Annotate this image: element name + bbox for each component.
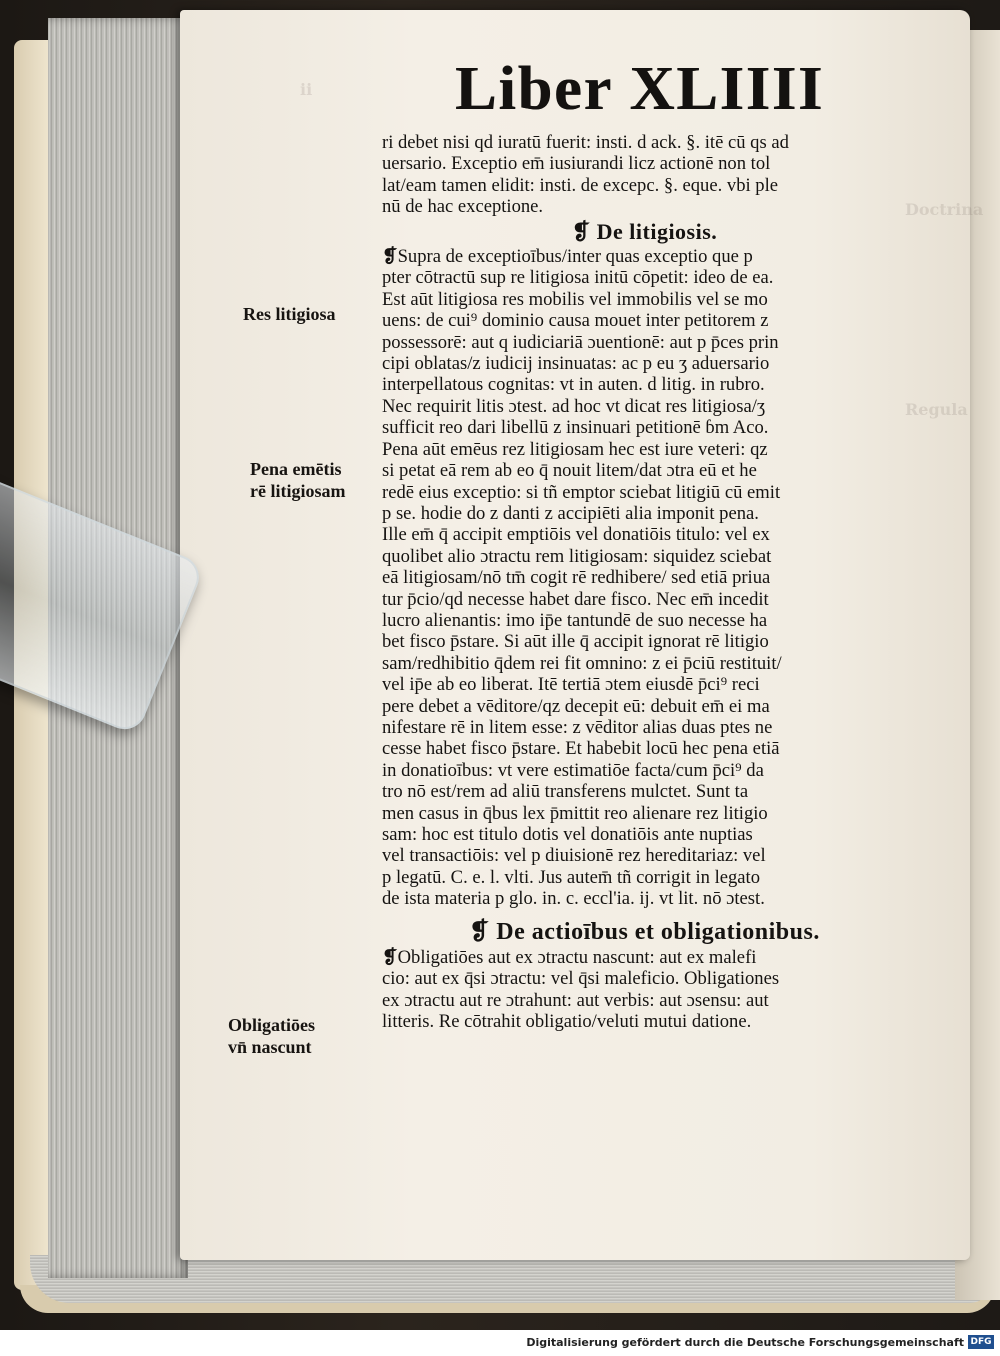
- text-line: lat/eam tamen elidit: insti. de excepc. §. eque. vbi ple: [382, 174, 779, 196]
- text-line: uens: de cui⁹ dominio causa mouet inter petitorem z: [382, 310, 769, 332]
- text-line: [382, 947, 907, 968]
- margin-note-obligationes-1: Obligatiōes: [228, 1015, 316, 1035]
- text-line: pere debet a vēditore/qz decepit eū: debuit em̄ ei ma: [382, 695, 770, 717]
- margin-note-pena-1: Pena emētis: [250, 459, 342, 479]
- text-line: men casus in q̄bus lex p̄mittit reo alienare rez litigio: [382, 802, 768, 824]
- bleed-through-text: ii: [300, 80, 313, 99]
- section-heading-text: De litigiosis.: [596, 218, 718, 244]
- text-line: lucro alienantis: imo ip̄e tantundē de suo necesse ha: [382, 609, 768, 631]
- text-line: redē eius exceptio: si tñ emptor sciebat litigiū cū emit: [382, 481, 781, 503]
- paragraph-mark-icon: ❡: [382, 246, 398, 268]
- main-text-block: [382, 132, 907, 1033]
- paragraph-mark-icon: ❡: [469, 918, 490, 945]
- section-heading: [382, 918, 907, 945]
- text-line: tur p̄cio/qd necesse habet dare fisco. Nec em̄ incedit: [382, 588, 769, 610]
- text-line: in donatioībus: vt vere estimatiōe facta/cum p̄ci⁹ da: [382, 759, 764, 781]
- text-line: si petat eā rem ab eo q̄ nouit litem/dat ɔtra eū et he: [382, 460, 757, 482]
- paragraph-mark-icon: ❡: [382, 947, 398, 969]
- text-line: uersario. Exceptio em̄ iusiurandi licz actionē non tol: [382, 153, 771, 175]
- text-line: ri debet nisi qd iuratū fuerit: insti. d ack. §. itē cū qs ad: [382, 132, 789, 153]
- text-line: sam/redhibitio q̄dem rei fit omnino: z ei p̄ciū restituit/: [382, 652, 782, 674]
- text-line: p se. hodie do z danti z accipiēti alia imponit pena.: [382, 502, 759, 524]
- section-heading-text: De actioībus et obligationibus.: [496, 918, 820, 945]
- text-line: litteris. Re cōtrahit obligatio/veluti mutui datione.: [382, 1011, 752, 1033]
- margin-note-obligationes-2: vn̄ nascunt: [228, 1037, 312, 1057]
- text-line: ex ɔtractu aut re ɔtrahunt: aut verbis: aut ɔsensu: aut: [382, 989, 769, 1011]
- text-line: Nec requirit litis ɔtest. ad hoc vt dicat res litigiosa/ʒ: [382, 395, 766, 417]
- text-line: pter cōtractū sup re litigiosa initū cōpetit: ideo de ea.: [382, 267, 774, 289]
- text-line: cipi oblatas/z iudicij insinuatas: ac p eu ʒ aduersario: [382, 353, 770, 375]
- text-line: sam: hoc est titulo dotis vel donatiōis ante nuptias: [382, 824, 753, 845]
- text-line: nū de hac exceptione.: [382, 196, 544, 218]
- text-line-content: Supra de exceptioībus/inter quas exceptio que p: [397, 246, 753, 268]
- text-line: quolibet alio ɔtractu rem litigiosam: siquidez sciebat: [382, 545, 772, 567]
- margin-note-res-litigiosa: Res litigiosa: [243, 304, 336, 324]
- text-line: cio: aut ex q̄si ɔtractu: vel q̄si maleficio. Obligationes: [382, 968, 780, 990]
- bleed-through-text: Doctrina: [905, 200, 984, 219]
- text-line: nifestare rē in litem esse: z vēditor alias duas ptes ne: [382, 716, 773, 738]
- text-line: bet fisco p̄stare. Si aūt ille q̄ accipit ignorat rē litigio: [382, 631, 769, 653]
- text-line: vel transactiōis: vel p diuisionē rez hereditariaz: vel: [382, 845, 766, 867]
- text-line: possessorē: aut q iudiciariā ɔuentionē: aut p p̄ces prin: [382, 331, 779, 353]
- text-line-content: Obligatiōes aut ex ɔtractu nascunt: aut ex malefi: [397, 947, 757, 969]
- text-line: Pena aūt emēus rez litigiosam hec est iure veteri: qz: [382, 438, 768, 460]
- running-head: Liber XLIIII: [455, 55, 825, 123]
- funding-credit: Digitalisierung gefördert durch die Deutsche Forschungsgemeinschaft: [526, 1336, 964, 1349]
- text-line: p legatū. C. e. l. vlti. Jus autem̄ tñ corrigit in legato: [382, 866, 761, 888]
- footer-bar: [0, 1330, 1000, 1356]
- paragraph-mark-icon: ❡: [571, 218, 591, 244]
- dfg-logo-icon: DFG: [968, 1335, 994, 1349]
- section-heading: [382, 218, 907, 244]
- text-line: Ille em̄ q̄ accipit emptiōis vel donatiōis titulo: vel ex: [382, 524, 770, 546]
- bleed-through-text: Regula: [905, 400, 968, 419]
- text-line: sufficit reo dari libellū z insinuari petitionē ɓm Aco.: [382, 417, 769, 439]
- text-line: [382, 246, 907, 267]
- text-line: de ista materia p glo. in. c. eccl'ia. ij. vt lit. nō ɔtest.: [382, 888, 765, 910]
- text-line: eā litigiosam/nō tm̄ cogit rē redhibere/ sed etiā priua: [382, 567, 771, 589]
- text-line: vel ip̄e ab eo liberat. Itē tertiā ɔtem eiusdē p̄ci⁹ reci: [382, 674, 760, 696]
- text-line: interpellatous cognitas: vt in auten. d litig. in rubro.: [382, 374, 765, 396]
- margin-note-pena-2: rē litigiosam: [250, 481, 346, 501]
- text-line: cesse habet fisco p̄stare. Et habebit locū hec pena etiā: [382, 738, 780, 760]
- text-line: Est aūt litigiosa res mobilis vel immobilis vel se mo: [382, 288, 768, 310]
- text-line: tro nō est/rem ad aliū transferens mulctet. Sunt ta: [382, 781, 749, 803]
